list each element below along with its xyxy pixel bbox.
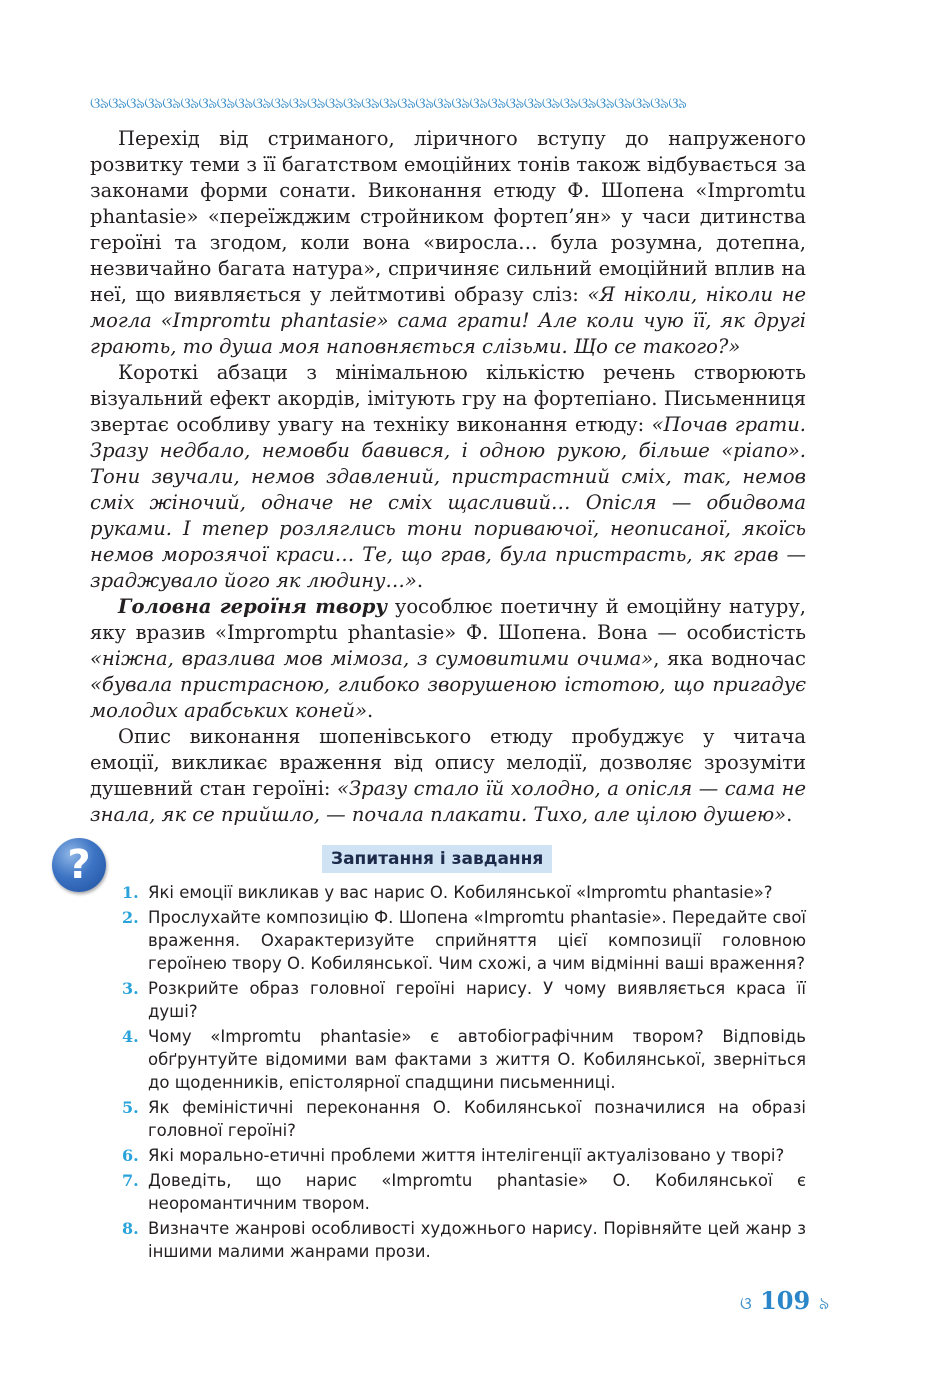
- quotation: «Зразу стало їй холодно, а опісля — сама не знала, як се прийшло, — почала плакати. Тихо, але цілою душею»: [90, 777, 806, 826]
- punctuation: .: [786, 803, 793, 826]
- questions-list: [122, 881, 806, 1265]
- emphasis-term: Головна героїня твору: [118, 595, 388, 618]
- question-text: Як феміністичні переконання О. Кобилянської позначилися на образі головної героїні?: [148, 1098, 806, 1140]
- question-item: [122, 1096, 806, 1142]
- punctuation: .: [416, 569, 424, 592]
- question-number: 3.: [122, 979, 139, 998]
- paragraph-text: Перехід від стриманого, ліричного вступу до напруженого розвитку теми з її багатством емоційних тонів також відбувається за законами форми сонати. Виконання етюду Ф. Шопена «Impromtu phantasie» «переїжджим стройником фортеп’ян» у часи дитинства героїні та згодом, коли вона «виросла… була розумна, дотепна, незвичайно багата натура», спричиняє сильний емоційний вплив на неї, що виявляється у лейтмотиві образу сліз:: [90, 127, 806, 306]
- question-item: [122, 1144, 806, 1167]
- quotation: «Я ніколи, ніколи не могла «Impromtu phantasie» сама грати! Але коли чую її, як другі грають, то душа моя наповняється слізьми. Що се такого?»: [90, 283, 806, 358]
- quotation: «ніжна, вразлива мов мімоза, з сумовитими очима»: [90, 647, 654, 670]
- question-text: Розкрийте образ головної героїні нарису. У чому виявляється краса її душі?: [148, 979, 806, 1021]
- quotation: «Почав грати. Зразу недбало, немовби бавився, і одною рукою, більше «piano». Тони звучали, немов здавлений, пристрастний сміх, так, немов сміх жіночий, одначе не сміх щасливий… Опісля — обидвома руками. І тепер розляглись тони пориваючої, неописаної, якоїсь немов морозячої краси… Те, що грав, була пристрасть, як грав — зраджувало його як людину…»: [90, 413, 806, 592]
- body-text: [90, 126, 806, 828]
- question-number: 6.: [122, 1146, 139, 1165]
- page-number: [740, 1286, 880, 1316]
- question-mark-icon: ?: [52, 838, 106, 892]
- top-ornament-border: ଓ৯ଓ৯ଓ৯ଓ৯ଓ৯ଓ৯ଓ৯ଓ৯ଓ৯ଓ৯ଓ৯ଓ৯ଓ৯ଓ৯ଓ৯ଓ৯ଓ৯ଓ৯ଓ৯ଓ৯ଓ৯ଓ৯ଓ৯ଓ৯ଓ৯ଓ৯ଓ৯ଓ৯ଓ৯ଓ৯ଓ৯ଓ৯ଓ৯: [90, 94, 687, 112]
- question-text: Визначте жанрові особливості художнього нарису. Порівняйте цей жанр з іншими малими жанрами прози.: [148, 1219, 806, 1261]
- question-item: [122, 1169, 806, 1215]
- question-item: [122, 1025, 806, 1094]
- question-text: Які емоції викликав у вас нарис О. Кобилянської «Impromtu phantasie»?: [148, 883, 773, 902]
- paragraph-text: Короткі абзаци з мінімальною кількістю речень створюють візуальний ефект акордів, імітують гру на фортепіано. Письменниця звертає особливу увагу на техніку виконання етюду:: [90, 361, 806, 436]
- left-ornament-icon: ଓ: [740, 1294, 752, 1314]
- page-number-value: 109: [760, 1286, 811, 1315]
- paragraph: [90, 126, 806, 360]
- question-text: Які морально-етичні проблеми життя інтелігенції актуалізовано у творі?: [148, 1146, 785, 1165]
- question-item: [122, 906, 806, 975]
- question-number: 1.: [122, 883, 139, 902]
- question-number: 4.: [122, 1027, 139, 1046]
- paragraph-text: , яка водночас: [653, 647, 806, 670]
- paragraph: [90, 724, 806, 828]
- quotation: «бувала пристрасною, глибоко зворушеною істотою, що пригадує молодих арабських коней»: [90, 673, 806, 722]
- question-number: 2.: [122, 908, 139, 927]
- question-item: [122, 977, 806, 1023]
- question-number: 5.: [122, 1098, 139, 1117]
- right-ornament-icon: ৯: [818, 1294, 830, 1314]
- paragraph-text: Опис виконання шопенівського етюду пробуджує у читача емоції, викликає враження від опису мелодії, дозволяє зрозуміти душевний стан героїні:: [90, 725, 806, 800]
- question-text: Прослухайте композицію Ф. Шопена «Impromtu phantasie». Передайте свої враження. Охарактеризуйте сприйняття цієї композиції головною героїнею твору О. Кобилянської. Чим схожі, а чим відмінні ваші враження?: [148, 908, 806, 973]
- question-item: [122, 1217, 806, 1263]
- paragraph: [90, 594, 806, 724]
- paragraph-text: уособлює поетичну й емоційну натуру, яку вразив «Impromptu phantasie» Ф. Шопена. Вона — особистість: [90, 595, 807, 644]
- question-number: 7.: [122, 1171, 139, 1190]
- question-number: 8.: [122, 1219, 139, 1238]
- paragraph: [90, 360, 806, 594]
- question-text: Чому «Impromtu phantasie» є автобіографічним твором? Відповідь обґрунтуйте відомими вам фактами з життя О. Кобилянської, зверніться до щоденників, епістолярної спадщини письменниці.: [148, 1027, 806, 1092]
- section-title: Запитання і завдання: [322, 845, 552, 873]
- question-item: [122, 881, 806, 904]
- punctuation: .: [367, 699, 374, 722]
- question-text: Доведіть, що нарис «Impromtu phantasie» О. Кобилянської є неоромантичним твором.: [148, 1171, 806, 1213]
